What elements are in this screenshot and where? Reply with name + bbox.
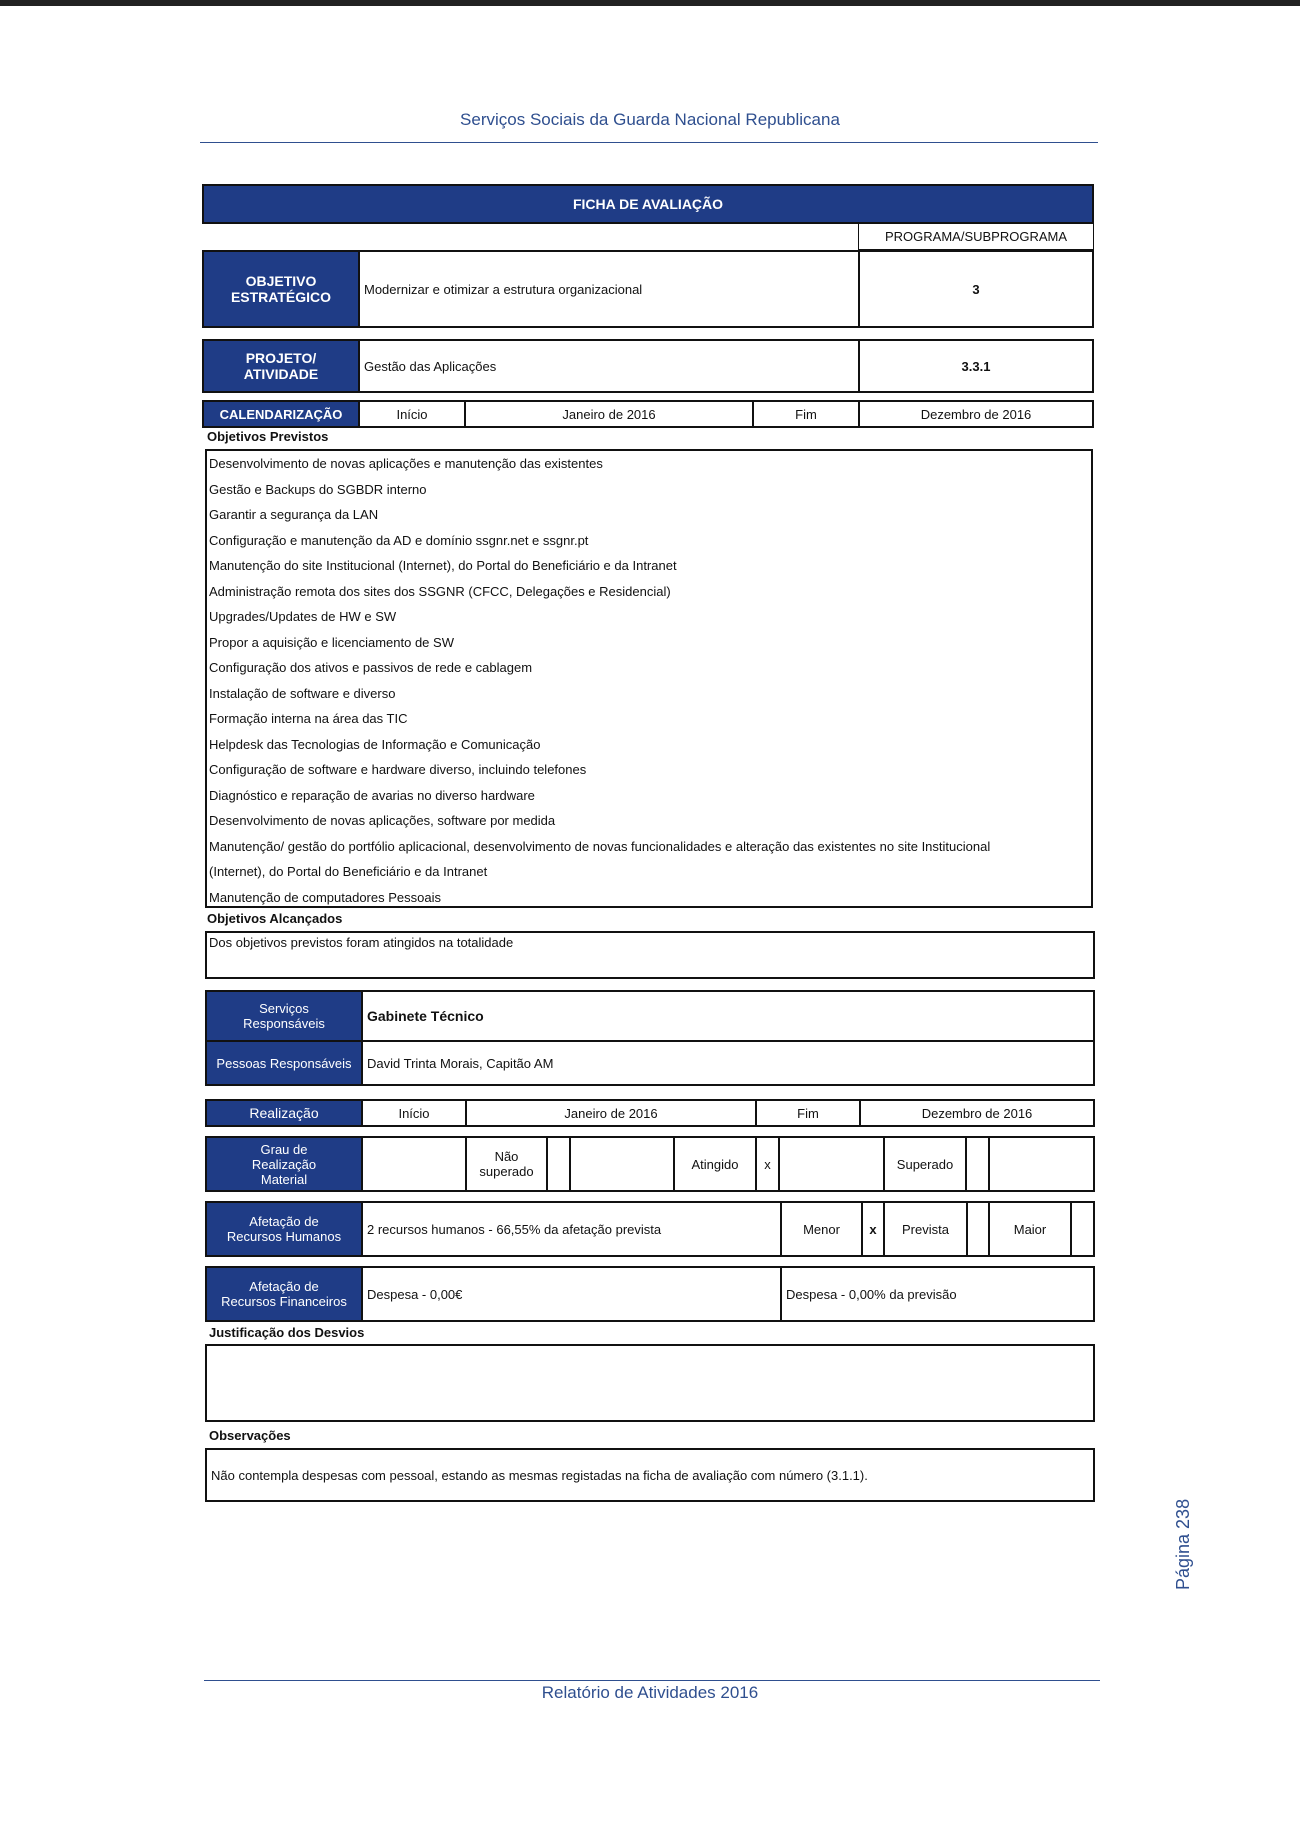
- human-mark-planned: [968, 1203, 988, 1255]
- project-label: PROJETO/ ATIVIDADE: [204, 341, 358, 391]
- human-option-greater: Maior: [1013, 1221, 1047, 1237]
- list-item: Manutenção/ gestão do portfólio aplicacional, desenvolvimento de novas funcionalidades e alteração das existentes no site Institucional: [209, 838, 991, 854]
- list-item: Garantir a segurança da LAN: [209, 507, 379, 522]
- justification-title: Justificação dos Desvios: [209, 1325, 365, 1340]
- form-title: FICHA DE AVALIAÇÃO: [202, 184, 1094, 224]
- financial-expense: Despesa - 0,00€: [367, 1286, 463, 1302]
- financial-forecast: Despesa - 0,00% da previsão: [786, 1286, 957, 1302]
- list-item: Configuração dos ativos e passivos de rede e cablagem: [209, 660, 533, 675]
- degree-mark-achieved: x: [764, 1156, 771, 1172]
- financial-label: Afetação de Recursos Financeiros: [207, 1268, 361, 1320]
- realization-start: Janeiro de 2016: [564, 1105, 658, 1121]
- list-item: Instalação de software e diverso: [209, 685, 396, 701]
- human-value: 2 recursos humanos - 66,55% da afetação prevista: [367, 1221, 662, 1237]
- realization-end-label: Fim: [797, 1105, 819, 1121]
- schedule-label: CALENDARIZAÇÃO: [204, 402, 358, 426]
- schedule-end-label: Fim: [795, 406, 817, 422]
- realization-end: Dezembro de 2016: [921, 1105, 1033, 1121]
- services-value: Gabinete Técnico: [367, 1008, 484, 1024]
- list-item: (Internet), do Portal do Beneficiário e da Intranet: [209, 864, 488, 879]
- realization-label: Realização: [207, 1101, 361, 1125]
- degree-option-exceeded: Superado: [896, 1156, 954, 1172]
- list-item: Administração remota dos sites dos SSGNR (CFCC, Delegações e Residencial): [209, 583, 671, 599]
- list-item: Configuração e manutenção da AD e domínio ssgnr.net e ssgnr.pt: [209, 532, 589, 548]
- objective-value: Modernizar e otimizar a estrutura organizacional: [364, 281, 643, 297]
- list-item: Formação interna na área das TIC: [209, 711, 408, 726]
- list-item: Manutenção do site Institucional (Internet), do Portal do Beneficiário e da Intranet: [209, 558, 677, 573]
- page-number: Página 238: [1173, 1498, 1193, 1590]
- people-label: Pessoas Responsáveis: [207, 1042, 361, 1084]
- list-item: Desenvolvimento de novas aplicações e manutenção das existentes: [209, 456, 603, 471]
- human-option-less: Menor: [803, 1221, 840, 1237]
- schedule-start: Janeiro de 2016: [562, 406, 656, 422]
- services-label: Serviços Responsáveis: [207, 992, 361, 1040]
- program-label: PROGRAMA/SUBPROGRAMA: [858, 224, 1094, 250]
- human-label: Afetação de Recursos Humanos: [207, 1203, 361, 1255]
- human-option-planned: Prevista: [902, 1221, 949, 1237]
- footer-divider: [204, 1680, 1100, 1681]
- footer-report: Relatório de Atividades 2016: [541, 1683, 759, 1702]
- list-item: Upgrades/Updates de HW e SW: [209, 609, 397, 624]
- planned-list: [205, 449, 1093, 908]
- degree-option-achieved: Atingido: [691, 1156, 739, 1172]
- observations-title: Observações: [209, 1428, 291, 1443]
- header-org: Serviços Sociais da Guarda Nacional Republicana: [460, 110, 840, 129]
- project-code: 3.3.1: [961, 358, 991, 374]
- list-item: Diagnóstico e reparação de avarias no diverso hardware: [209, 787, 535, 803]
- list-item: Manutenção de computadores Pessoais: [209, 889, 441, 905]
- list-item: Gestão e Backups do SGBDR interno: [209, 481, 427, 497]
- achieved-box: Dos objetivos previstos foram atingidos na totalidade: [205, 931, 1095, 979]
- people-value: David Trinta Morais, Capitão AM: [367, 1055, 554, 1071]
- degree-option-not-exceeded: Não superado: [479, 1149, 534, 1179]
- header-divider: [200, 142, 1098, 143]
- objective-code: 3: [972, 281, 980, 297]
- project-value: Gestão das Aplicações: [364, 358, 497, 374]
- observations-box: Não contempla despesas com pessoal, estando as mesmas registadas na ficha de avaliação com número (3.1.1).: [205, 1448, 1095, 1502]
- top-border: [0, 0, 1300, 6]
- justification-box: [205, 1344, 1095, 1422]
- degree-mark-not-exceeded: [548, 1138, 569, 1190]
- list-item: Configuração de software e hardware diverso, incluindo telefones: [209, 762, 587, 777]
- schedule-end: Dezembro de 2016: [920, 406, 1032, 422]
- list-item: Propor a aquisição e licenciamento de SW: [209, 634, 454, 650]
- realization-start-label: Início: [398, 1105, 430, 1121]
- human-mark-less: x: [869, 1221, 877, 1237]
- schedule-start-label: Início: [396, 406, 428, 422]
- list-item: Desenvolvimento de novas aplicações, software por medida: [209, 813, 556, 828]
- degree-mark-exceeded: [967, 1138, 988, 1190]
- planned-title: Objetivos Previstos: [207, 429, 329, 444]
- human-mark-greater: [1072, 1203, 1093, 1255]
- objective-label: OBJETIVO ESTRATÉGICO: [204, 252, 358, 326]
- degree-label: Grau de Realização Material: [207, 1138, 361, 1190]
- achieved-title: Objetivos Alcançados: [207, 911, 343, 926]
- list-item: Helpdesk das Tecnologias de Informação e Comunicação: [209, 736, 541, 752]
